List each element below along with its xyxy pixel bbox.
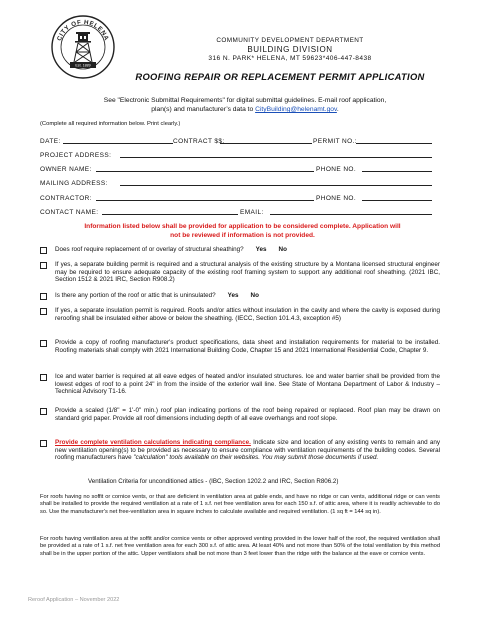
ventilation-requirement-link: Provide complete ventilation calculations indicating compliance. [55,439,251,446]
permit-field[interactable] [356,143,432,144]
row-project-address [40,148,432,160]
contract-field[interactable] [220,143,312,144]
checklist-item-ventilation [40,439,440,462]
checkbox-sheathing[interactable] [40,247,47,254]
checklist-item-ice-water-barrier [40,373,440,396]
required-info-line-2: not be reviewed if information is not provided. [170,232,315,239]
permit-label: PERMIT NO.: [313,138,358,145]
division-name: BUILDING DIVISION [247,45,333,54]
contractor-label: CONTRACTOR: [40,195,92,202]
intro-line-2-pre: plan(s) and manufacturer’s data to [151,106,256,113]
sheathing-yes[interactable]: Yes [255,246,267,253]
email-label: EMAIL: [240,209,264,216]
sheathing-question [55,246,440,254]
insulation-text: If yes, a separate insulation permit is required. Roofs and/or attics without insulation in the cavity and where the cavity is exposed during reroofing shall be insulated either above or below the sheathing. (IECC, Section 101.4.3, exception #5) [55,307,440,322]
project-address-field[interactable] [120,157,432,158]
seal-bottom-text: Est. 1889 [75,63,91,68]
checkbox-building-permit[interactable] [40,262,47,269]
contractor-field[interactable] [96,200,314,201]
checkbox-roof-plan[interactable] [40,408,47,415]
intro-line-2 [40,105,450,114]
row-date-contract-permit [40,134,432,146]
footer-text: Reroof Application – November 2022 [28,597,120,603]
project-address-label: PROJECT ADDRESS: [40,152,112,159]
row-contractor [40,191,432,203]
roof-plan-text: Provide a scaled (1/8" = 1'-0" min.) roof plan indicating portions of the roof being repaired or replaced. Roof plan may be drawn on standard grid paper. Provide all roof dimensions including depth of all eave overhangs and roof slope. [55,407,440,422]
contact-name-label: CONTACT NAME: [40,209,99,216]
mailing-address-field[interactable] [120,185,432,186]
date-label: DATE: [40,138,61,145]
row-mailing-address [40,176,432,188]
contractor-phone-field[interactable] [362,200,432,201]
ventilation-text-italic: "calculation" tools available on their websites. You may submit those documents if used. [133,454,379,462]
ventilation-text [55,439,440,462]
ventilation-paragraph-1: For roofs having no soffit or cornice vents, or that are deficient in ventilation area at gable ends, and have no ridge or can vents, additional ridge or can vents shall be installed to provide the required ventilation at a rate of 1 s.f. net free ventilation area for each 150 s.f. of attic area, where it is readily achievable to do so. Use the manufacturer's net free-ventilation area in square inches to calculate available and required ventilation. (1 sq ft = 144 sq in). [40,494,440,515]
uninsulated-question-text: Is there any portion of the roof or attic that is uninsulated? [55,292,216,299]
manufacturer-specs-text: Provide a copy of roofing manufacturer's product specifications, data sheet and installation requirements for material to be installed. Roofing materials shall comply with 2021 International Building Code, Chapter 15 and 2021 International Residential Code, Chapter 9. [55,339,440,354]
checkbox-ventilation[interactable] [40,440,47,447]
uninsulated-question [55,292,440,300]
city-of-helena-seal [50,14,116,80]
ice-water-barrier-text: Ice and water barrier is required at all eave edges of heated and/or insulated structures. Ice and water barrier shall be provided from the lowest edges of roof to a point 24" in from the inside of the exterior wall line. See State of Montana Department of Labor & Industry – Technical Advisory T1-16. [55,373,440,396]
intro-text [40,96,450,114]
ventilation-text-body: Indicate size and location of any existing vents to remain and any new ventilation opening(s) to be provided as necessary to ensure compliance with ventilation requirements of the building codes. Several roofing manufacturers have [55,439,440,462]
page-title: ROOFING REPAIR OR REPLACEMENT PERMIT APPLICATION [135,71,425,82]
checklist-item-uninsulated [40,292,440,300]
owner-phone-label: PHONE NO. [316,166,357,173]
checklist-item-roof-plan [40,407,440,422]
checkbox-insulation[interactable] [40,308,47,315]
uninsulated-yes[interactable]: Yes [227,292,239,299]
row-owner [40,162,432,174]
contact-name-field[interactable] [102,214,238,215]
department-address: 316 N. PARK* HELENA, MT 59623*406-447-8438 [208,55,372,62]
owner-phone-field[interactable] [362,171,432,172]
department-name: COMMUNITY DEVELOPMENT DEPARTMENT [216,37,364,44]
contractor-phone-label: PHONE NO. [316,195,357,202]
seal-top-text: CITY OF HELENA [55,18,111,42]
sheathing-no[interactable]: No [278,246,287,253]
building-permit-text: If yes, a separate building permit is required and a structural analysis of the existing structure by a Montana licensed structural engineer may be required to ensure adequate capacity of the existing roof framing system to support any additional roof sheathing. (2021 IBC, Section 1512 & 2021 IRC, Section R908.2) [55,261,440,284]
checkbox-ice-water-barrier[interactable] [40,374,47,381]
email-link[interactable]: CityBuilding@helenamt.gov [255,106,337,113]
required-info-notice [40,222,445,240]
contract-label: CONTRACT $$: [173,138,225,145]
date-field[interactable] [63,143,173,144]
uninsulated-no[interactable]: No [250,292,259,299]
sheathing-question-text: Does roof require replacement of or overlay of structural sheathing? [55,246,244,253]
checklist-item-building-permit [40,261,440,284]
email-field[interactable] [270,214,432,215]
checkbox-manufacturer-specs[interactable] [40,340,47,347]
complete-note: (Complete all required information below. Print clearly.) [40,121,181,127]
owner-name-label: OWNER NAME: [40,166,92,173]
checkbox-uninsulated[interactable] [40,293,47,300]
ventilation-paragraph-2: For roofs having ventilation area at the soffit and/or cornice vents or other approved venting provided in the lower half of the roof, the required ventilation shall be provided at a rate of 1 s.f. net free ventilation area for each 300 s.f. of attic area. At least 40% and not more than 50% of the total ventilation by this method shall be in the upper portion of the attic. Upper ventilators shall be not more than 3 feet lower than the ridge with the balance at the eave or cornice vents. [40,536,440,557]
intro-line-2-post: . [336,106,339,113]
checklist-item-insulation [40,307,440,322]
owner-name-field[interactable] [96,171,314,172]
required-info-line-1: Information listed below shall be provided for application to be considered complete. Application will [84,223,401,230]
ventilation-criteria-title: Ventilation Criteria for unconditioned attics - (IBC, Section 1202.2 and IRC, Section R806.2) [88,478,339,485]
mailing-address-label: MAILING ADDRESS: [40,180,108,187]
checklist-item-sheathing [40,246,440,254]
row-contact [40,205,432,217]
intro-line-1: See "Electronic Submittal Requirements" for digital submittal guidelines. E-mail roof application, [103,97,387,104]
checklist-item-manufacturer-specs [40,339,440,354]
